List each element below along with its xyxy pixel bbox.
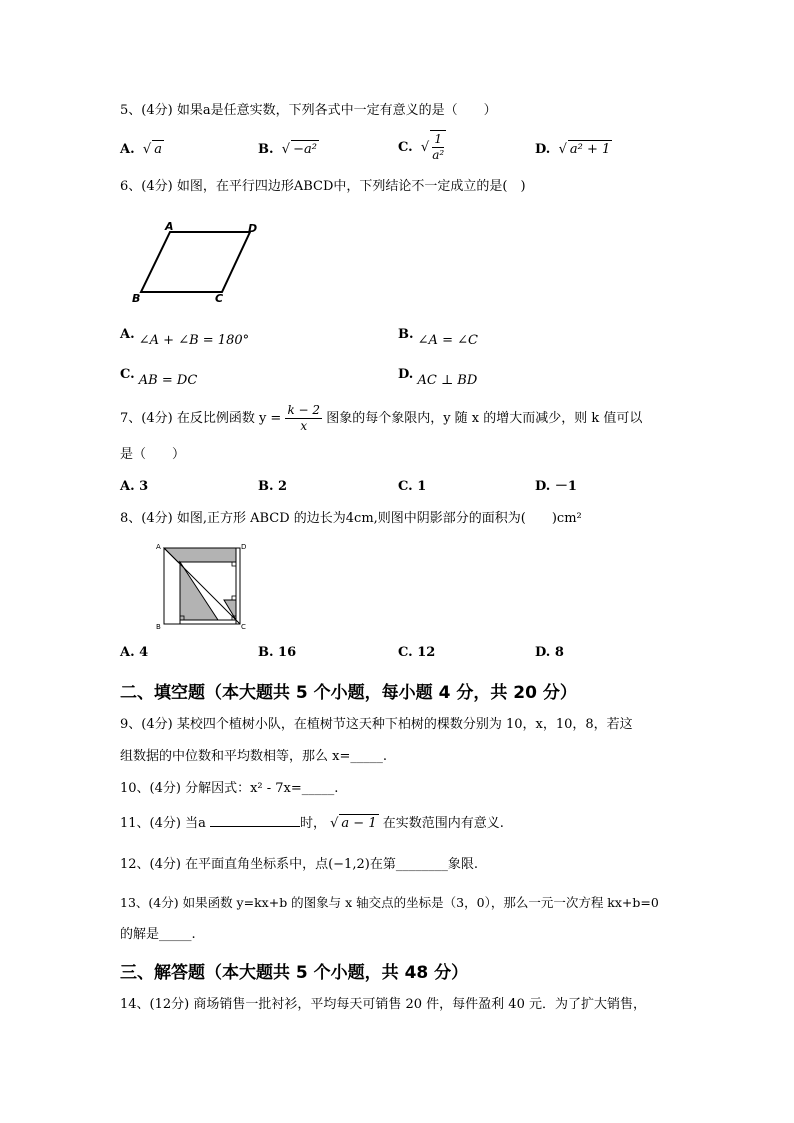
q6-parallelogram-figure: [125, 218, 265, 308]
q7-stem-line2: 是（ ）: [120, 447, 186, 462]
q8-label-a: A: [156, 543, 161, 551]
q7-option-b: B. 2: [258, 479, 288, 494]
q5-option-b: B. √ −a²: [258, 142, 317, 157]
q8-stem: 8、(4分) 如图,正方形 ABCD 的边长为4cm,则图中阴影部分的面积为( )cm²: [120, 511, 582, 526]
q6-option-c: C. AB = DC: [120, 367, 198, 388]
q8-option-b: B. 16: [258, 645, 297, 660]
section-3-heading: 三、解答题（本大题共 5 个小题，共 48 分）: [120, 963, 469, 983]
q5-option-d: D. √ a² + 1: [535, 142, 611, 157]
q13-line1: 13、(4分) 如果函数 y=kx+b 的图象与 x 轴交点的坐标是（3，0），那么一元一次方程 kx+b=0: [120, 895, 659, 910]
q6-stem: 6、(4分) 如图，在平行四边形ABCD中，下列结论不一定成立的是( ): [120, 179, 526, 194]
q8-label-c: C: [241, 623, 246, 631]
section-2-heading: 二、填空题（本大题共 5 个小题，每小题 4 分，共 20 分）: [120, 683, 577, 703]
q9-line1: 9、(4分) 某校四个植树小队，在植树节这天种下柏树的棵数分别为 10，x，10，8，若这: [120, 717, 633, 732]
q6-option-a: A. ∠A + ∠B = 180°: [120, 327, 250, 348]
q9-line2: 组数据的中位数和平均数相等，那么 x=_____.: [120, 749, 387, 764]
q10: 10、(4分) 分解因式：x² - 7x=_____.: [120, 781, 339, 796]
q8-label-b: B: [156, 623, 161, 631]
q5-option-a: A. √ a: [120, 142, 162, 157]
q8-option-c: C. 12: [398, 645, 436, 660]
q7-option-d: D. －1: [535, 479, 577, 494]
q7-option-a: A. 3: [120, 479, 149, 494]
q7-stem: 7、(4分) 在反比例函数 y = $\frac{k - 2}{x}$ 图象的每个象限内，y 随 x 的增大而减少，则 k 值可以: [120, 403, 643, 433]
q13-line2: 的解是_____.: [120, 927, 196, 942]
q8-square-figure: [152, 540, 252, 632]
q6-label-b: B: [132, 292, 141, 305]
q12: 12、(4分) 在平面直角坐标系中，点(−1,2)在第________象限.: [120, 857, 478, 872]
q8-label-d: D: [241, 543, 247, 551]
q6-label-a: A: [165, 220, 174, 233]
q5-stem: 5、(4分) 如果a是任意实数，下列各式中一定有意义的是（ ）: [120, 103, 497, 118]
q6-label-d: D: [248, 222, 258, 235]
q6-label-c: C: [215, 292, 224, 305]
q7-option-c: C. 1: [398, 479, 427, 494]
q8-option-a: A. 4: [120, 645, 149, 660]
q8-option-d: D. 8: [535, 645, 564, 660]
q11: 11、(4分) 当a 时， √ a − 1 在实数范围内有意义.: [120, 816, 504, 831]
q14-line1: 14、(12分) 商场销售一批衬衫，平均每天可销售 20 件，每件盈利 40 元．为了扩大销售，: [120, 997, 646, 1012]
q6-option-d: D. AC ⊥ BD: [398, 367, 478, 388]
q5-option-c: C. √ $\frac{1}{\text{a²}}$: [398, 132, 445, 162]
q6-option-b: B. ∠A = ∠C: [398, 327, 478, 348]
